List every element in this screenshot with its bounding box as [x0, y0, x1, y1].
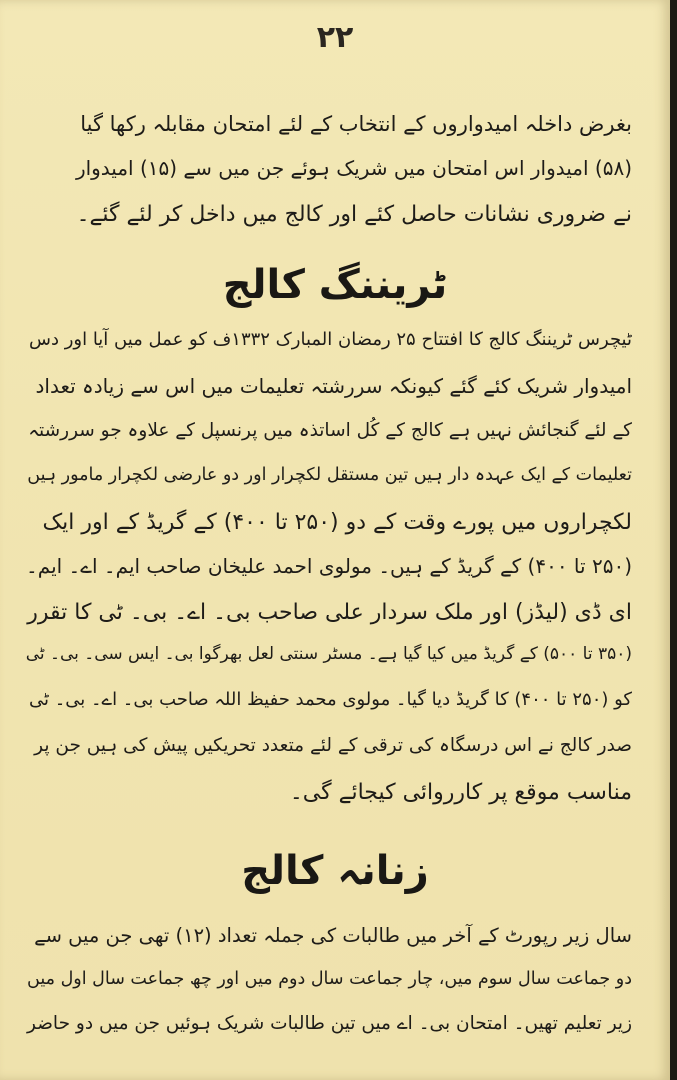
- training-college-paragraph: [22, 330, 632, 825]
- womens-college-heading: زنانہ کالج: [241, 848, 429, 894]
- text-line: بغرض داخلہ امیدواروں کے انتخاب کے لئے امتحان مقابلہ رکھا گیا: [80, 112, 632, 136]
- text-line: ای ڈی (لیڈز) اور ملک سردار علی صاحب بی۔ اے۔ بی۔ ٹی کا تقرر: [27, 600, 632, 625]
- admission-paragraph: [72, 112, 632, 247]
- text-line: تعلیمات کے ایک عہدہ دار ہیں تین مستقل لکچرار اور دو عارضی لکچرار مامور ہیں: [27, 465, 632, 485]
- text-line: (۳۵۰ تا ۵۰۰) کے گریڈ میں کیا گیا ہے۔ مسٹر سنتی لعل بھرگوا بی۔ ایس سی۔ بی۔ ٹی: [25, 644, 632, 664]
- text-line: کو (۲۵۰ تا ۴۰۰) کا گریڈ دیا گیا۔ مولوی محمد حفیظ اللہ صاحب بی۔ اے۔ بی۔ ٹی: [28, 689, 632, 710]
- training-college-heading: ٹریننگ کالج: [222, 262, 448, 308]
- womens-college-paragraph: [22, 925, 632, 1057]
- text-line: زیر تعلیم تھیں۔ امتحان بی۔ اے میں تین طالبات شریک ہوئیں جن میں دو حاضر: [27, 1013, 632, 1034]
- text-line: کے لئے گنجائش نہیں ہے کالج کے کُل اساتذہ میں پرنسپل کے علاوہ جو سررشتہ: [28, 420, 632, 441]
- text-line: لکچراروں میں پورے وقت کے دو (۲۵۰ تا ۴۰۰) کے گریڈ کے اور ایک: [42, 510, 632, 535]
- text-line: سال زیر رپورٹ کے آخر میں طالبات کی جملہ تعداد (۱۲) تھی جن میں سے: [34, 924, 632, 947]
- text-line: نے ضروری نشانات حاصل کئے اور کالج میں داخل کر لئے گئے۔: [76, 202, 632, 227]
- page-number: ۲۲: [316, 20, 354, 55]
- text-line: (۲۵۰ تا ۴۰۰) کے گریڈ کے ہیں۔ مولوی احمد علیخان صاحب ایم۔ اے۔ ایم۔: [26, 554, 632, 578]
- text-line: امیدوار شریک کئے گئے کیونکہ سررشتہ تعلیمات میں اس سے زیادہ تعداد: [35, 374, 632, 398]
- text-line: صدر کالج نے اس درسگاہ کی ترقی کے لئے متعدد تحریکیں پیش کی ہیں جن پر: [34, 735, 632, 756]
- text-line: مناسب موقع پر کارروائی کیجائے گی۔: [289, 780, 632, 805]
- text-line: ٹیچرس ٹریننگ کالج کا افتتاح ۲۵ رمضان المبارک ۱۳۳۲ف کو عمل میں آیا اور دس: [29, 329, 632, 350]
- text-line: (۵۸) امیدوار اس امتحان میں شریک ہوئے جن میں سے (۱۵) امیدوار: [75, 156, 632, 180]
- text-line: دو جماعت سال سوم میں، چار جماعت سال دوم میں اور چھ جماعت سال اول میں: [27, 969, 632, 989]
